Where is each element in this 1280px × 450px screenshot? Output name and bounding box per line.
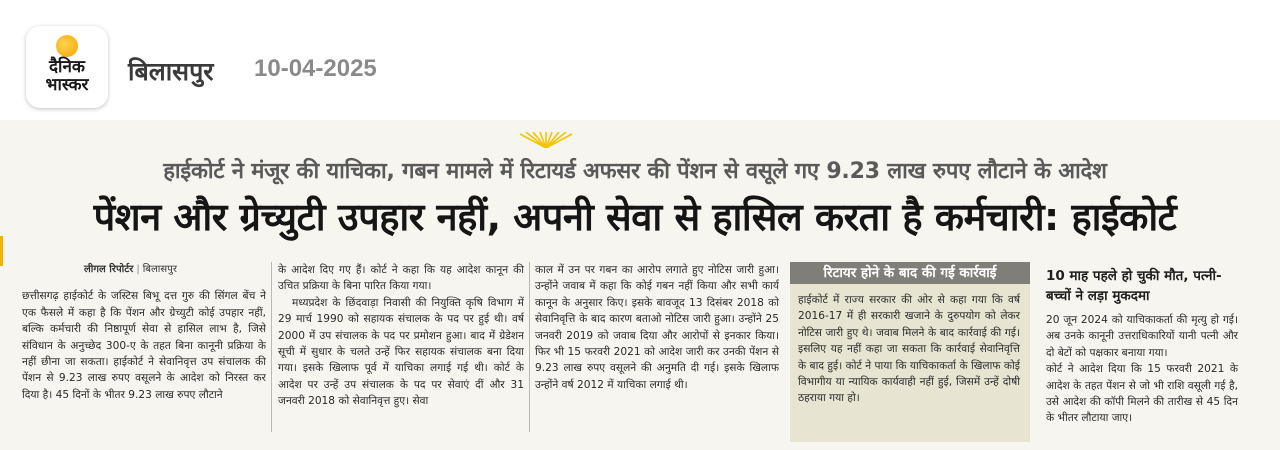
sun-icon [56, 35, 78, 57]
side-story-body [1046, 312, 1238, 427]
sidebar-box [790, 262, 1030, 442]
article-column-1 [22, 262, 266, 442]
sunburst-icon [516, 132, 576, 148]
column-2-text-a: के आदेश दिए गए हैं। कोर्ट ने कहा कि यह आदेश कानून की उचित प्रक्रिया के बिना पारित किया गया। [278, 264, 524, 293]
sidebar-box-title: रिटायर होने के बाद की गई कार्रवाई [790, 262, 1030, 284]
column-3-text: काल में उन पर गबन का आरोप लगाते हुए नोटिस जारी हुआ। उन्होंने जवाब में कहा कि कोई गबन नहीं किया और सभी कार्य कानून के अनुसार किए। इसके बावजूद 13 दिसंबर 2018 को सेवानिवृत्ति के बाद कारण बताओ नोटिस जारी हुआ। उन्होंने 25 जनवरी 2019 को जवाब दिया और आरोपों से इनकार किया। फिर भी 15 फरवरी 2021 को आदेश जारी कर उनकी पेंशन से 9.23 लाख रुपए वसूलने की अनुमति दी गई। इसके खिलाफ उन्होंने वर्ष 2012 में याचिका लगाई थी। [535, 264, 779, 391]
article-headline: पेंशन और ग्रेच्युटी उपहार नहीं, अपनी सेवा से हासिल करता है कर्मचारी: हाईकोर्ट [93, 195, 1177, 239]
column-divider [529, 262, 530, 432]
byline [22, 262, 266, 278]
edition-date: 10-04-2025 [254, 55, 377, 82]
newspaper-logo [26, 26, 108, 108]
byline-place: बिलासपुर [142, 264, 177, 275]
edition-city: बिलासपुर [128, 57, 214, 86]
column-1-text: छत्तीसगढ़ हाईकोर्ट के जस्टिस बिभू दत्त गुरु की सिंगल बेंच ने एक फैसले में कहा है कि पेंशन और ग्रेच्युटी कोई उपहार नहीं, बल्कि कर्मचारी की निष्ठापूर्ण सेवा से हासिल लाभ है, जिसे संविधान के अनुच्छेद 300-ए के तहत बिना कानूनी प्रक्रिया के नहीं छीना जा सकता। हाईकोर्ट ने सेवानिवृत्त उप संचालक की पेंशन से 9.23 लाख रुपए वसूलने के आदेश को निरस्त कर दिया है। 45 दिनों के भीतर 9.23 लाख रुपए लौटाने [22, 290, 266, 401]
side-story-paragraph-2: कोर्ट ने आदेश दिया कि 15 फरवरी 2021 के आदेश के तहत पेंशन से जो भी राशि वसूली गई है, उसे आदेश की कॉपी मिलने की तारीख से 45 दिन के भीतर लौटाया जाए। [1046, 363, 1238, 425]
logo-text-line2: भास्कर [45, 75, 89, 95]
byline-separator: | [136, 264, 140, 275]
logo-text-line1: दैनिक [49, 57, 85, 77]
source-header [0, 0, 1280, 120]
side-story-headline: 10 माह पहले हो चुकी मौत, पत्नी- बच्चों ने लड़ा मुकदमा [1046, 268, 1222, 304]
article-column-3 [535, 262, 779, 442]
sidebar-box-text: हाईकोर्ट में राज्य सरकार की ओर से कहा गया कि वर्ष 2016-17 में ही सरकारी खजाने के दुरुपयोग को लेकर नोटिस जारी हुए थे। जवाब मिलने के बाद कार्रवाई की गई। इसलिए यह नहीं कहा जा सकता कि कार्रवाई सेवानिवृत्ति के बाद हुई। कोर्ट ने पाया कि याचिकाकर्ता के खिलाफ कोई विभागीय या न्यायिक कार्यवाही नहीं हुई, जिसमें उन्हें दोषी ठहराया गया हो। [798, 294, 1020, 405]
article-kicker: हाईकोर्ट ने मंजूर की याचिका, गबन मामले में रिटायर्ड अफसर की पेंशन से वसूले गए 9.23 लाख रुपए लौटाने के आदेश [163, 159, 1107, 184]
byline-author: लीगल रिपोर्टर [84, 264, 134, 275]
column-divider [271, 262, 272, 432]
article-column-2 [278, 262, 524, 442]
column-2-text-b: मध्यप्रदेश के छिंदवाड़ा निवासी की नियुक्ति कृषि विभाग में 29 मार्च 1990 को सहायक संचालक के पद पर हुई थी। वर्ष 2000 में उप संचालक के पद पर प्रमोशन हुआ। बाद में ग्रेडेशन सूची में सुधार के चलते उन्हें फिर सहायक संचालक बना दिया गया। इसके खिलाफ पूर्व में याचिका लगाई गई थी। कोर्ट के आदेश पर उन्हें उप संचालक के पद पर सेवाएं दीं और 31 जनवरी 2018 को सेवानिवृत्त हुए। सेवा [278, 296, 524, 408]
side-story-paragraph-1: 20 जून 2024 को याचिकाकर्ता की मृत्यु हो गई। अब उनके कानूनी उत्तराधिकारियों यानी पत्नी और दो बेटों को पक्षकार बनाया गया। [1046, 314, 1238, 359]
